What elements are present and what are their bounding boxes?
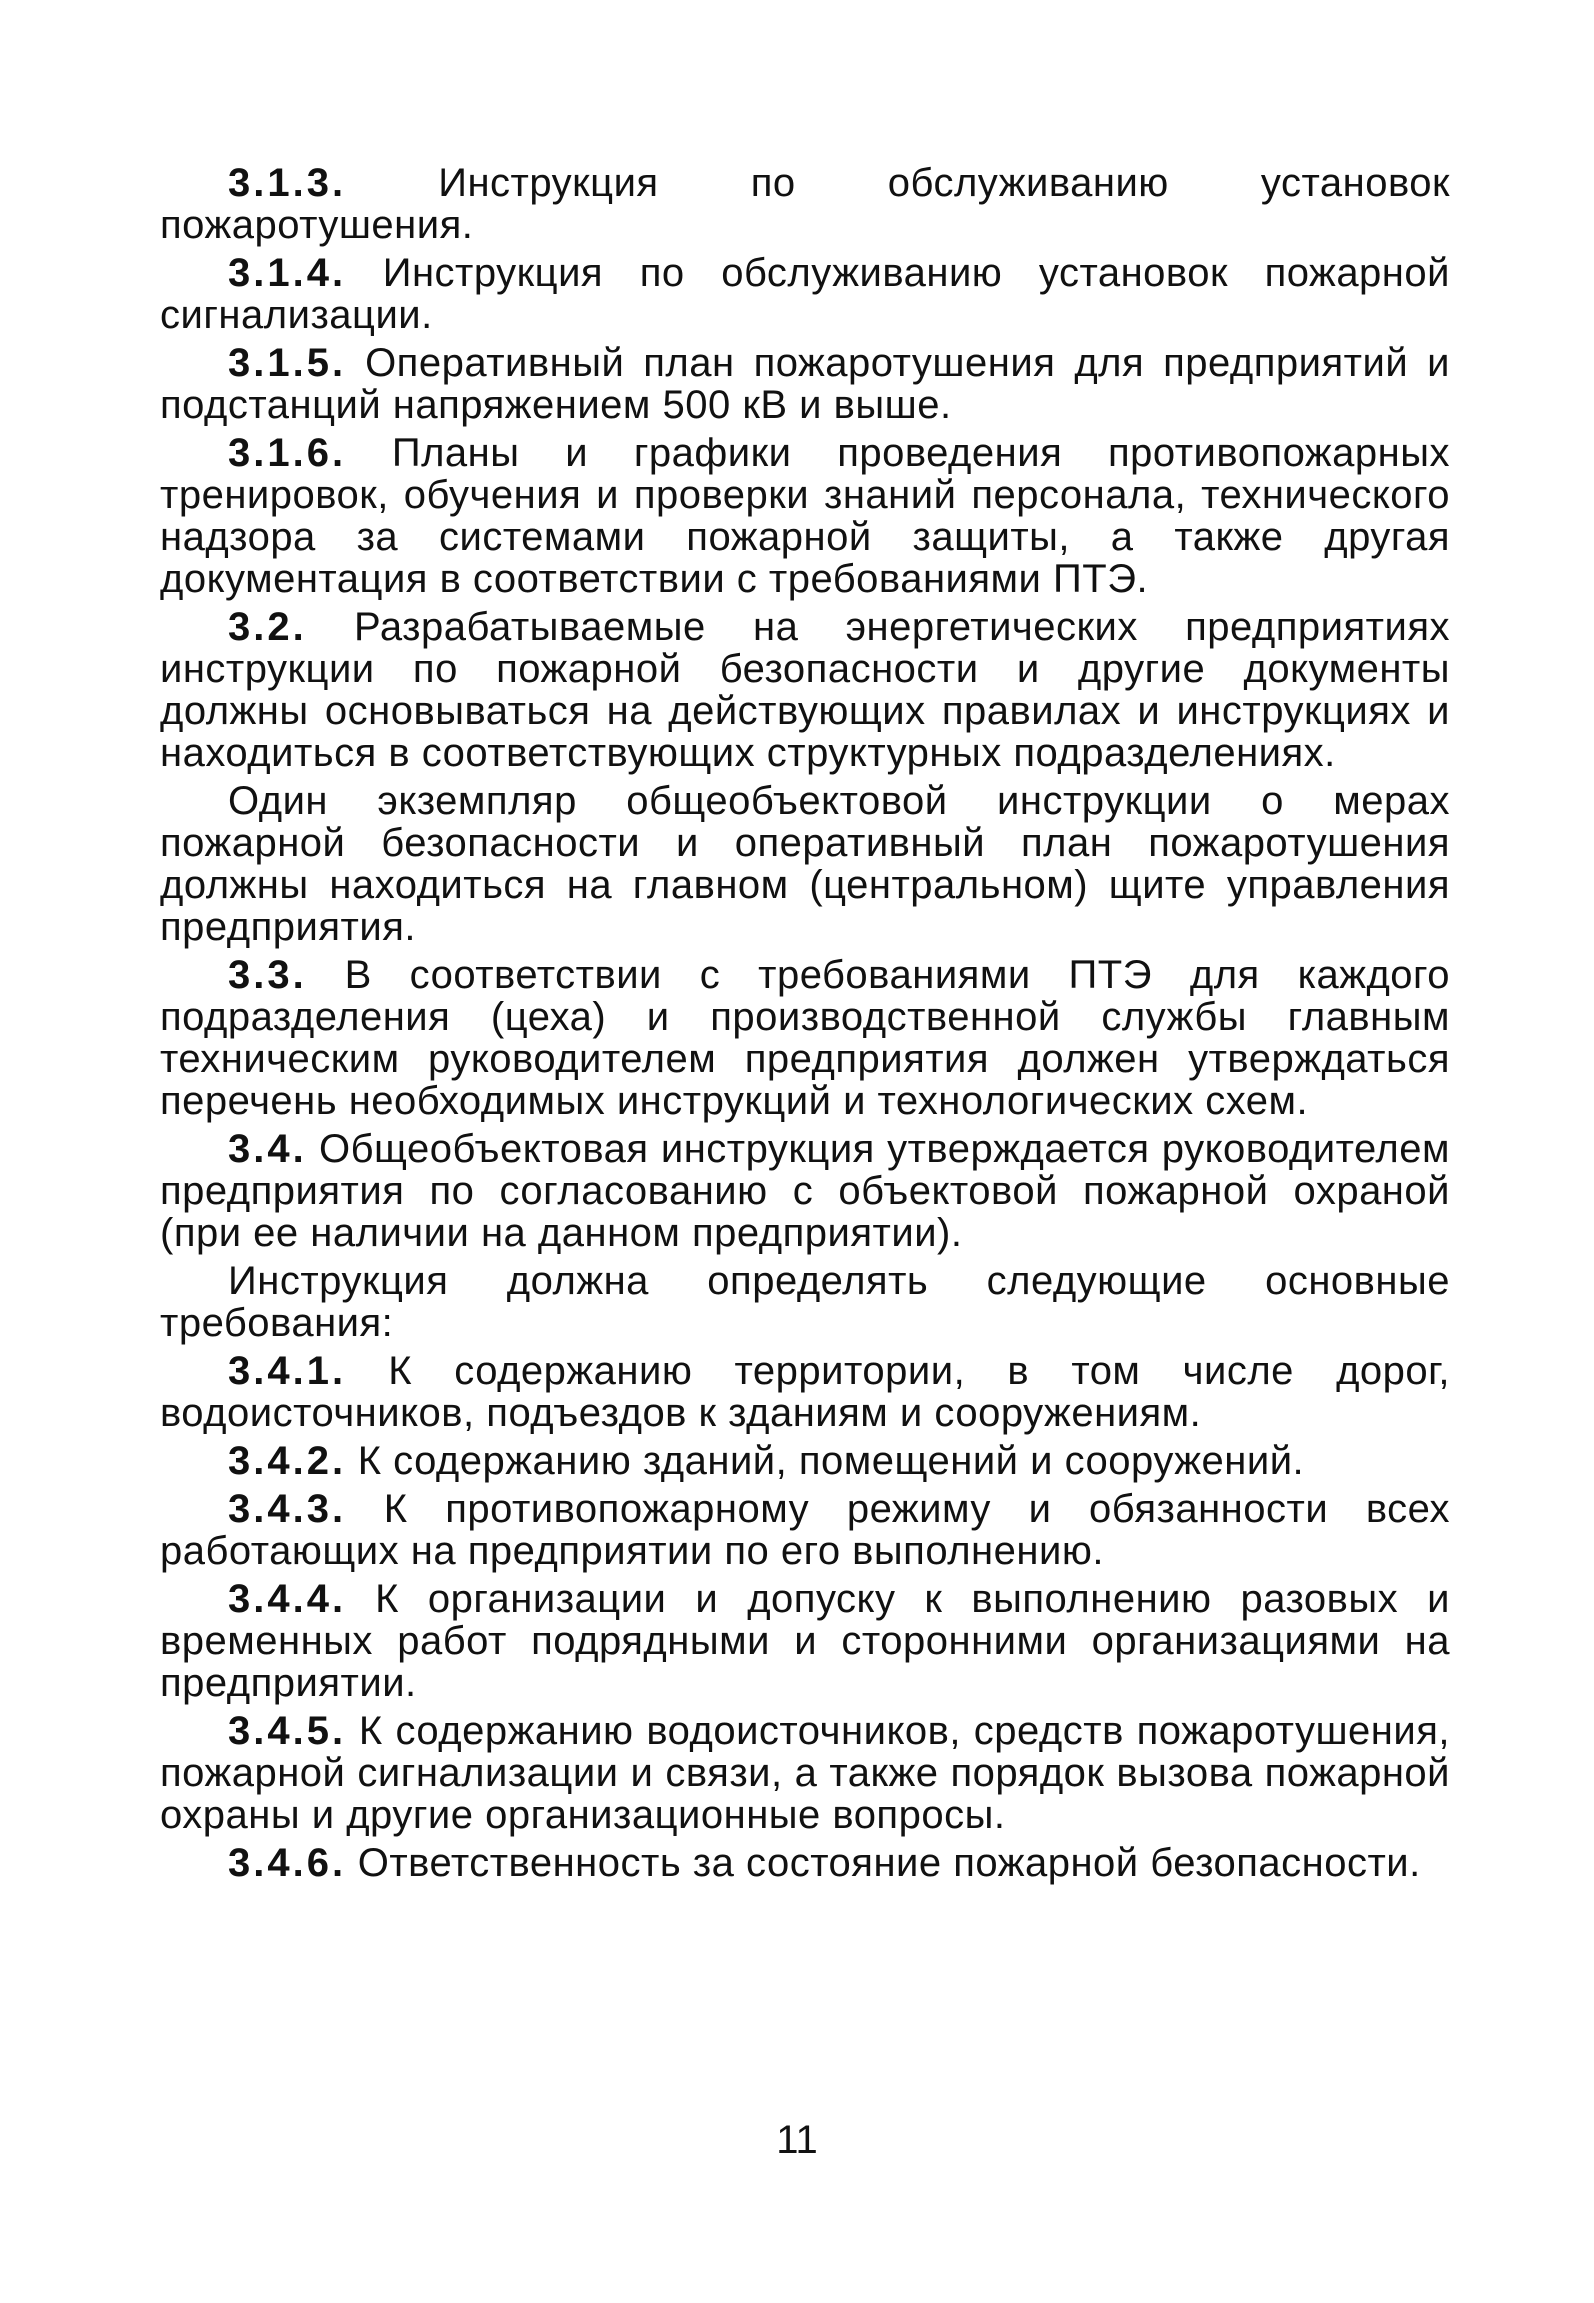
paragraph-text: Планы и графики проведения противопожарных тренировок, обучения и проверки знаний персонала, технического надзора за системами пожарной защиты, а также другая документация в соответствии с требованиями ПТЭ. xyxy=(160,431,1450,601)
paragraph-text: В соответствии с требованиями ПТЭ для каждого подразделения (цеха) и производственной службы главным техническим руководителем предприятия должен утверждаться перечень необходимых инструкций и технологических схем. xyxy=(160,953,1450,1123)
paragraph-3-4-intro xyxy=(160,1260,1450,1344)
paragraph-text: Разрабатываемые на энергетических предприятиях инструкции по пожарной безопасности и другие документы должны основываться на действующих правилах и инструкциях и находиться в соответствующих структурных подразделениях. xyxy=(160,605,1450,775)
paragraph-text: Общеобъектовая инструкция утверждается руководителем предприятия по согласованию с объектовой пожарной охраной (при ее наличии на данном предприятии). xyxy=(160,1127,1450,1255)
paragraph-3-2 xyxy=(160,606,1450,774)
paragraph-3-4-3 xyxy=(160,1488,1450,1572)
paragraph-3-4-1 xyxy=(160,1350,1450,1434)
section-number: 3.4.5. xyxy=(228,1709,347,1753)
paragraph-3-1-4 xyxy=(160,252,1450,336)
paragraph-text: Инструкция по обслуживанию установок пожарной сигнализации. xyxy=(160,251,1450,337)
section-number: 3.1.3. xyxy=(228,161,347,205)
paragraph-text: К содержанию зданий, помещений и сооружений. xyxy=(357,1439,1305,1483)
paragraph-3-1-3 xyxy=(160,162,1450,246)
paragraph-3-1-6 xyxy=(160,432,1450,600)
paragraph-text: К содержанию водоисточников, средств пожаротушения, пожарной сигнализации и связи, а также порядок вызова пожарной охраны и другие организационные вопросы. xyxy=(160,1709,1450,1837)
section-number: 3.2. xyxy=(228,605,307,649)
section-number: 3.4.3. xyxy=(228,1487,347,1531)
document-body xyxy=(160,162,1450,1890)
section-number: 3.4.4. xyxy=(228,1577,347,1621)
paragraph-3-4 xyxy=(160,1128,1450,1254)
paragraph-text: К противопожарному режиму и обязанности всех работающих на предприятии по его выполнению. xyxy=(160,1487,1450,1573)
paragraph-text: К организации и допуску к выполнению разовых и временных работ подрядными и сторонними организациями на предприятии. xyxy=(160,1577,1450,1705)
section-number: 3.4.2. xyxy=(228,1439,347,1483)
paragraph-text: К содержанию территории, в том числе дорог, водоисточников, подъездов к зданиям и сооружениям. xyxy=(160,1349,1450,1435)
paragraph-text: Инструкция по обслуживанию установок пожаротушения. xyxy=(160,161,1450,247)
paragraph-3-4-4 xyxy=(160,1578,1450,1704)
section-number: 3.4.1. xyxy=(228,1349,347,1393)
paragraph-3-3 xyxy=(160,954,1450,1122)
section-number: 3.4.6. xyxy=(228,1841,347,1885)
paragraph-text: Оперативный план пожаротушения для предприятий и подстанций напряжением 500 кВ и выше. xyxy=(160,341,1450,427)
section-number: 3.1.5. xyxy=(228,341,347,385)
section-number: 3.1.4. xyxy=(228,251,347,295)
paragraph-text: Ответственность за состояние пожарной безопасности. xyxy=(357,1841,1421,1885)
section-number: 3.3. xyxy=(228,953,307,997)
paragraph-3-1-5 xyxy=(160,342,1450,426)
paragraph-3-4-6 xyxy=(160,1842,1450,1884)
section-number: 3.1.6. xyxy=(228,431,347,475)
section-number: 3.4. xyxy=(228,1127,307,1171)
page-number: 11 xyxy=(776,2118,818,2162)
paragraph-3-4-5 xyxy=(160,1710,1450,1836)
paragraph-3-4-2 xyxy=(160,1440,1450,1482)
paragraph-3-2-note xyxy=(160,780,1450,948)
paragraph-text: Инструкция должна определять следующие основные требования: xyxy=(160,1259,1450,1345)
paragraph-text: Один экземпляр общеобъектовой инструкции о мерах пожарной безопасности и оперативный план пожаротушения должны находиться на главном (центральном) щите управления предприятия. xyxy=(160,779,1450,949)
